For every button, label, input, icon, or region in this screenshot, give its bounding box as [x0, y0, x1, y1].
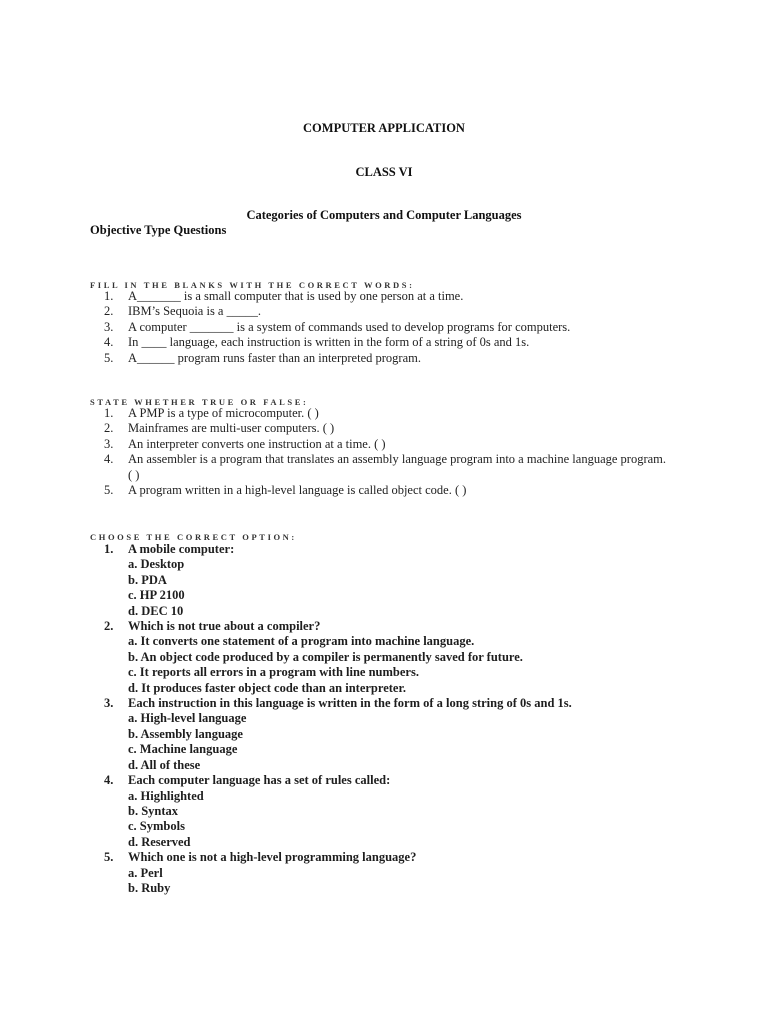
list-item: 2. Mainframes are multi-user computers. ( ): [104, 421, 335, 436]
option: a. Highlighted: [128, 788, 204, 803]
fill-blanks-list: [90, 289, 710, 366]
list-item: 1. A PMP is a type of microcomputer. ( ): [104, 406, 319, 420]
option: a. High-level language: [128, 711, 247, 726]
true-false-list: [90, 406, 670, 498]
option: d. All of these: [128, 757, 201, 772]
question-text: Which is not true about a compiler?: [128, 619, 321, 634]
chapter-title: Categories of Computers and Computer Languages: [246, 208, 522, 222]
mcq-question: 2. Which is not true about a compiler? a. It converts one statement of a program into machine language. b. An object code produced by a compiler is permanently saved for future. c. It reports all errors in a program with line numbers. d. It produces faster object code than an interpreter.: [90, 619, 710, 696]
option: d. It produces faster object code than an interpreter.: [128, 680, 406, 695]
mcq-heading: CHOOSE THE CORRECT OPTION:: [90, 532, 297, 542]
option: a. Desktop: [128, 557, 185, 572]
option: b. PDA: [128, 572, 167, 587]
true-false-heading: STATE WHETHER TRUE OR FALSE:: [90, 397, 309, 407]
list-item: 4. An assembler is a program that translates an assembly language program into a machine language program. ( ): [104, 452, 667, 482]
option: d. DEC 10: [128, 603, 184, 618]
list-item: 2. IBM’s Sequoia is a _____.: [104, 304, 261, 319]
document-title: COMPUTER APPLICATION: [303, 121, 465, 135]
question-text: Each computer language has a set of rules called:: [128, 773, 391, 788]
option: c. It reports all errors in a program with line numbers.: [128, 665, 419, 680]
list-item: 4. In ____ language, each instruction is written in the form of a string of 0s and 1s.: [104, 335, 530, 350]
option: b. Ruby: [128, 880, 171, 895]
option: a. Perl: [128, 865, 163, 880]
list-item: 3. A computer _______ is a system of commands used to develop programs for computers.: [104, 319, 571, 334]
question-text: A mobile computer:: [128, 542, 235, 556]
option: c. HP 2100: [128, 588, 185, 603]
option: b. Syntax: [128, 803, 179, 818]
mcq-question: 1. A mobile computer: a. Desktop b. PDA c. HP 2100 d. DEC 10: [90, 542, 710, 619]
option: a. It converts one statement of a program into machine language.: [128, 634, 475, 649]
list-item: 5. A______ program runs faster than an interpreted program.: [104, 350, 421, 365]
mcq-question: 3. Each instruction in this language is written in the form of a long string of 0s and 1s. a. High-level language b. Assembly language c. Machine language d. All of these: [90, 696, 710, 773]
fill-blanks-heading: FILL IN THE BLANKS WITH THE CORRECT WORDS:: [90, 280, 415, 290]
list-item: 3. An interpreter converts one instruction at a time. ( ): [104, 436, 386, 451]
list-item: 5. A program written in a high-level language is called object code. ( ): [104, 483, 467, 498]
question-text: Each instruction in this language is written in the form of a long string of 0s and 1s.: [128, 696, 572, 711]
section-subtitle: Objective Type Questions: [90, 223, 227, 237]
question-text: Which one is not a high-level programming language?: [128, 850, 417, 865]
mcq-question: 4. Each computer language has a set of rules called: a. Highlighted b. Syntax c. Symbols d. Reserved: [90, 773, 710, 850]
list-item: 1. A_______ is a small computer that is used by one person at a time.: [104, 289, 464, 303]
option: c. Symbols: [128, 819, 185, 834]
mcq-list: [90, 542, 710, 896]
class-label: CLASS VI: [355, 165, 413, 179]
option: c. Machine language: [128, 742, 238, 757]
option: d. Reserved: [128, 834, 191, 849]
option: b. An object code produced by a compiler is permanently saved for future.: [128, 649, 523, 664]
option: b. Assembly language: [128, 726, 243, 741]
mcq-question: 5. Which one is not a high-level programming language? a. Perl b. Ruby: [90, 850, 710, 896]
